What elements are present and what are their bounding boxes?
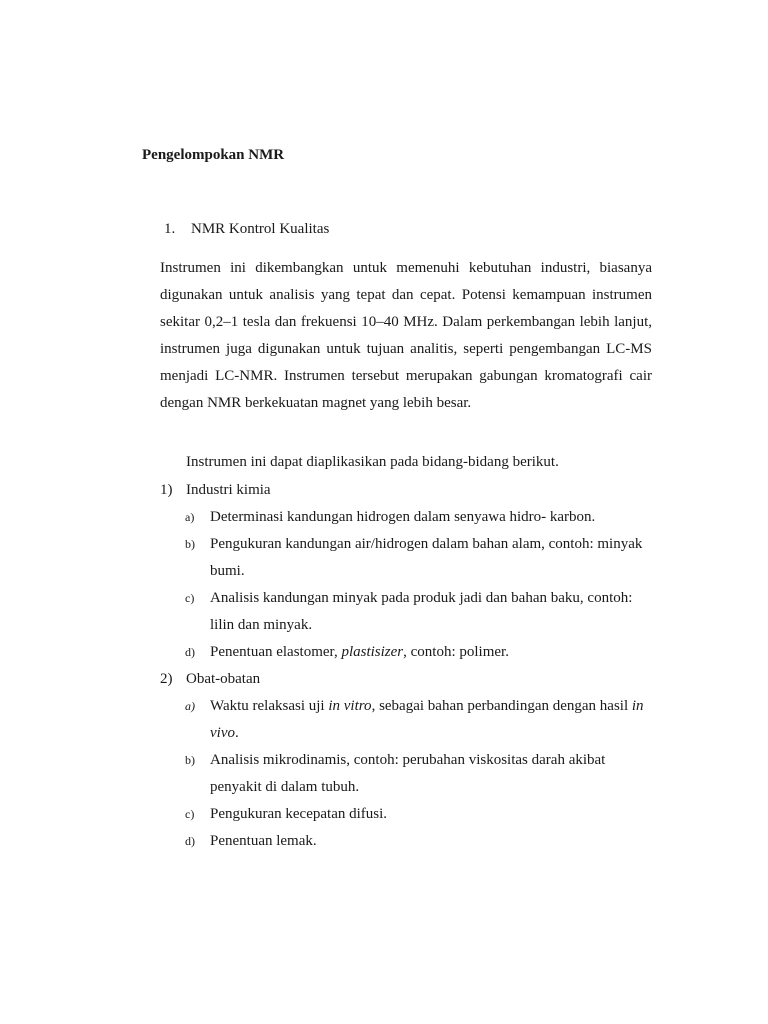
sub-marker: c) bbox=[185, 807, 195, 821]
application-list bbox=[160, 477, 660, 855]
sub-list-item bbox=[160, 828, 660, 855]
sub-marker: a) bbox=[185, 510, 195, 524]
sub-list-item bbox=[160, 801, 660, 828]
body-paragraph: Instrumen ini dikembangkan untuk memenuhi kebutuhan industri, biasanya digunakan untuk analisis yang tepat dan cepat. Potensi kemampuan instrumen sekitar 0,2–1 tesla dan frekuensi 10–40 MHz. Dalam perkembangan lebih lanjut, instrumen juga digunakan untuk tujuan analitis, seperti pengembangan LC-MS menjadi LC-NMR. Instrumen tersebut merupakan gabungan kromatografi cair dengan NMR berkekuatan magnet yang lebih besar. bbox=[160, 260, 652, 411]
sub-text: Penentuan lemak. bbox=[210, 833, 317, 849]
section-heading bbox=[160, 221, 329, 238]
sub-list-item bbox=[160, 585, 660, 639]
list-number: 1) bbox=[160, 482, 173, 498]
sub-list-item bbox=[160, 504, 660, 531]
sub-list-item bbox=[160, 639, 660, 666]
sub-marker: c) bbox=[185, 591, 195, 605]
sub-marker: d) bbox=[185, 834, 195, 848]
sub-marker: a) bbox=[185, 699, 195, 713]
sub-text: Penentuan elastomer, plastisizer, contoh: polimer. bbox=[210, 644, 509, 660]
list-item bbox=[160, 666, 660, 693]
sub-list-item bbox=[160, 531, 660, 585]
sub-text: Pengukuran kecepatan difusi. bbox=[210, 806, 388, 822]
sub-marker: b) bbox=[185, 537, 195, 551]
sub-text: Analisis mikrodinamis, contoh: perubahan viskositas darah akibat penyakit di dalam tubuh. bbox=[210, 752, 606, 795]
list-item bbox=[160, 477, 660, 504]
page-title: Pengelompokan NMR bbox=[142, 147, 285, 163]
sub-text: Pengukuran kandungan air/hidrogen dalam bahan alam, contoh: minyak bumi. bbox=[210, 536, 643, 579]
sub-list-item bbox=[160, 693, 660, 747]
section-heading-text: NMR Kontrol Kualitas bbox=[191, 221, 330, 237]
intro-sentence: Instrumen ini dapat diaplikasikan pada bidang-bidang berikut. bbox=[186, 454, 559, 470]
sub-text: Analisis kandungan minyak pada produk jadi dan bahan baku, contoh: lilin dan minyak. bbox=[210, 590, 633, 633]
sub-marker: b) bbox=[185, 753, 195, 767]
section-number: 1. bbox=[164, 221, 176, 237]
sub-marker: d) bbox=[185, 645, 195, 659]
sub-text: Waktu relaksasi uji in vitro, sebagai bahan perbandingan dengan hasil in vivo. bbox=[210, 698, 644, 741]
sub-list-item bbox=[160, 747, 660, 801]
list-label: Industri kimia bbox=[186, 482, 271, 498]
list-number: 2) bbox=[160, 671, 173, 687]
list-label: Obat-obatan bbox=[186, 671, 261, 687]
sub-text: Determinasi kandungan hidrogen dalam senyawa hidro- karbon. bbox=[210, 509, 596, 525]
